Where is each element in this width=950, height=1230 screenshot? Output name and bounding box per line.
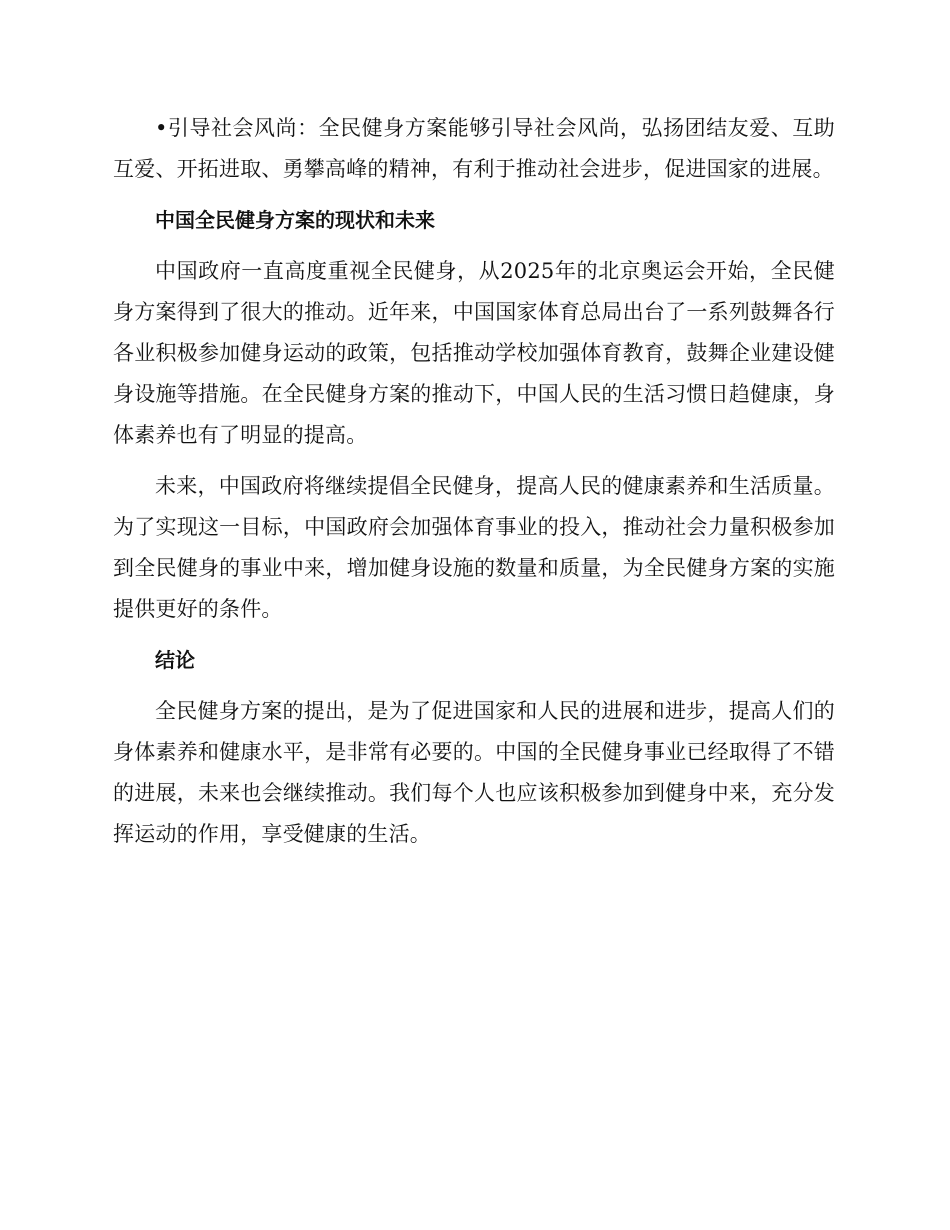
document-page (113, 108, 835, 855)
paragraph-future: 未来，中国政府将继续提倡全民健身，提高人民的健康素养和生活质量。为了实现这一目标，中国政府会加强体育事业的投入，推动社会力量积极参加到全民健身的事业中来，增加健身设施的数量和质量，为全民健身方案的实施提供更好的条件。 (113, 474, 835, 621)
paragraph-status: 中国政府一直高度重视全民健身，从2025年的北京奥运会开始，全民健身方案得到了很大的推动。近年来，中国国家体育总局出台了一系列鼓舞各行各业积极参加健身运动的政策，包括推动学校加强体育教育，鼓舞企业建设健身设施等措施。在全民健身方案的推动下，中国人民的生活习惯日趋健康，身体素养也有了明显的提高。 (113, 259, 835, 447)
paragraph-social-trend: •引导社会风尚：全民健身方案能够引导社会风尚，弘扬团结友爱、互助互爱、开拓进取、勇攀高峰的精神，有利于推动社会进步，促进国家的进展。 (113, 116, 835, 181)
section-heading-conclusion: 结论 (155, 648, 195, 672)
paragraph-conclusion: 全民健身方案的提出，是为了促进国家和人民的进展和进步，提高人们的身体素养和健康水平，是非常有必要的。中国的全民健身事业已经取得了不错的进展，未来也会继续推动。我们每个人也应该积极参加到健身中来，充分发挥运动的作用，享受健康的生活。 (113, 699, 835, 846)
section-heading-status-future: 中国全民健身方案的现状和未来 (155, 208, 435, 232)
